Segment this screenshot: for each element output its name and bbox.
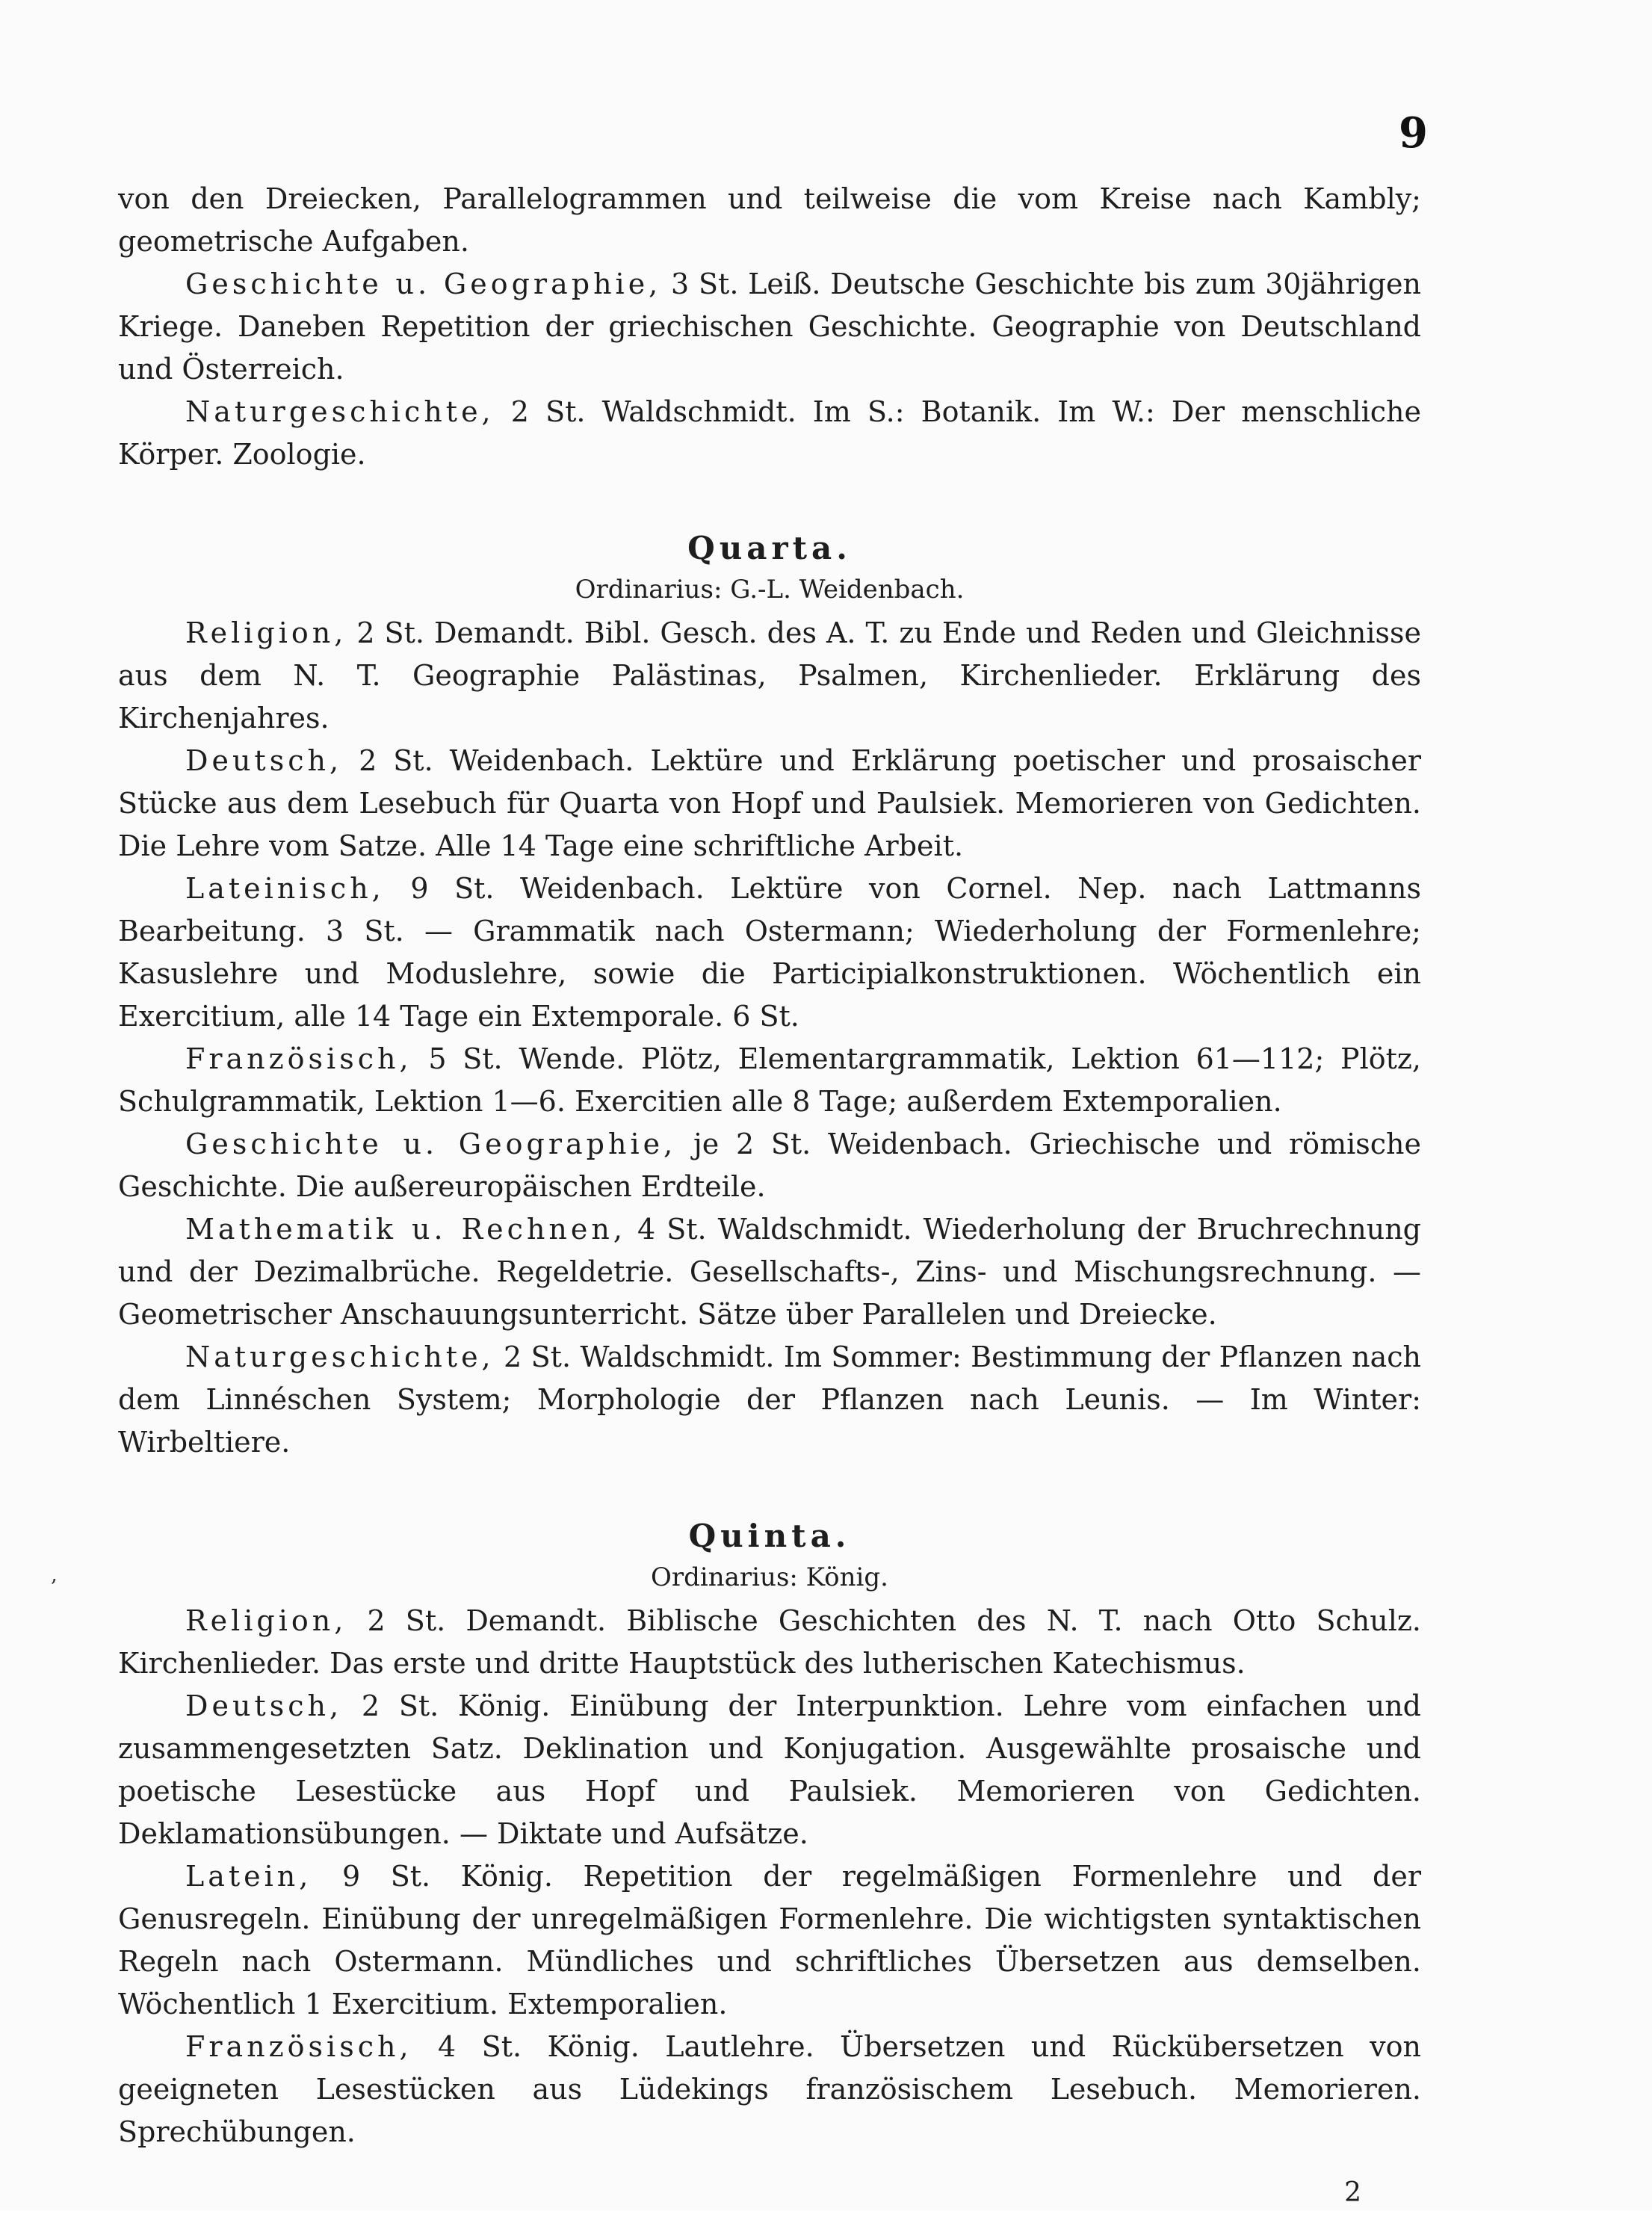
subject-label: Mathematik u. Rechnen, xyxy=(185,1213,626,1246)
section-title-quinta: Quinta. xyxy=(688,1518,851,1554)
paragraph-quarta-lateinisch xyxy=(118,868,1421,1038)
page-content xyxy=(118,178,1421,2214)
paragraph-quarta-religion xyxy=(118,612,1421,740)
subject-label: Naturgeschichte, xyxy=(185,395,495,428)
page-number: 9 xyxy=(1399,108,1428,158)
ordinarius-quinta: Ordinarius: König. xyxy=(651,1562,888,1592)
ordinarius-quarta: Ordinarius: G.-L. Weidenbach. xyxy=(575,575,965,604)
paragraph-quarta-franzoesisch xyxy=(118,1038,1421,1123)
subject-label: Geschichte u. Geographie, xyxy=(185,268,662,300)
paragraph-text: 9 St. Weidenbach. Lektüre von Cornel. Nep. nach Lattmanns Bearbeitung. 3 St. — Grammatik nach Ostermann; Wiederholung der Formenlehre; Kasuslehre und Moduslehre, sowie die Participialkonstruktionen. Wöchentlich ein Exercitium, alle 14 Tage ein Extemporale. 6 St. xyxy=(118,872,1421,1033)
paragraph-quinta-latein xyxy=(118,1855,1421,2026)
subject-label: Französisch, xyxy=(185,1042,412,1075)
paragraph-text: 4 St. König. Lautlehre. Übersetzen und Rückübersetzen von geeigneten Lesestücken aus Lüdekings französischem Lesebuch. Memorieren. Sprechübungen. xyxy=(118,2030,1421,2148)
paragraph-quinta-religion xyxy=(118,1600,1421,1685)
subject-label: Lateinisch, xyxy=(185,872,385,905)
folio-signature: 2 xyxy=(1344,2177,1361,2208)
paragraph-text: 2 St. Demandt. Bibl. Gesch. des A. T. zu Ende und Reden und Gleichnisse aus dem N. T. Geographie Palästinas, Psalmen, Kirchenlieder. Erklärung des Kirchenjahres. xyxy=(118,616,1421,735)
paragraph-quarta-geschichte xyxy=(118,1123,1421,1208)
paragraph-text: 2 St. Waldschmidt. Im S.: Botanik. Im W.: Der menschliche Körper. Zoologie. xyxy=(118,395,1421,471)
paragraph-quarta-deutsch xyxy=(118,740,1421,868)
paragraph-quarta-mathematik xyxy=(118,1208,1421,1336)
margin-mark: , xyxy=(51,1562,58,1586)
subject-label: Naturgeschichte, xyxy=(185,1341,495,1373)
paragraph-continued: von den Dreiecken, Parallelogrammen und teilweise die vom Kreise nach Kambly; geometrische Aufgaben. xyxy=(118,182,1421,258)
paragraph-text: 4 St. Waldschmidt. Wiederholung der Bruchrechnung und der Dezimalbrüche. Regeldetrie. Gesellschafts-, Zins- und Mischungsrechnung. — Geometrischer Anschauungsunterricht. Sätze über Parallelen und Dreiecke. xyxy=(118,1213,1421,1331)
paragraph-geschichte xyxy=(118,263,1421,391)
subject-label: Religion, xyxy=(185,616,347,649)
subject-label: Französisch, xyxy=(185,2030,412,2063)
paragraph-text: 2 St. Weidenbach. Lektüre und Erklärung poetischer und prosaischer Stücke aus dem Lesebuch für Quarta von Hopf und Paulsiek. Memorieren von Gedichten. Die Lehre vom Satze. Alle 14 Tage eine schriftliche Arbeit. xyxy=(118,744,1421,862)
subject-label: Deutsch, xyxy=(185,1689,343,1722)
paragraph-text: 3 St. Leiß. Deutsche Geschichte bis zum 30jährigen Kriege. Daneben Repetition der griechischen Geschichte. Geographie von Deutschland und Österreich. xyxy=(118,268,1422,386)
paragraph-text: je 2 St. Weidenbach. Griechische und römische Geschichte. Die außereuropäischen Erdteile. xyxy=(118,1128,1421,1203)
subject-label: Geschichte u. Geographie, xyxy=(185,1128,677,1160)
paragraph-text: 9 St. König. Repetition der regelmäßigen Formenlehre und der Genusregeln. Einübung der unregelmäßigen Formenlehre. Die wichtigsten syntaktischen Regeln nach Ostermann. Mündliches und schriftliches Übersetzen aus demselben. Wöchentlich 1 Exercitium. Extemporalien. xyxy=(118,1860,1421,2020)
section-title-quarta: Quarta. xyxy=(687,530,852,566)
subject-label: Latein, xyxy=(185,1860,312,1893)
paragraph-quinta-deutsch xyxy=(118,1685,1421,1855)
subject-label: Deutsch, xyxy=(185,744,343,777)
subject-label: Religion, xyxy=(185,1604,347,1637)
paragraph-text: 5 St. Wende. Plötz, Elementargrammatik, Lektion 61—112; Plötz, Schulgrammatik, Lektion 1—6. Exercitien alle 8 Tage; außerdem Extemporalien. xyxy=(118,1042,1421,1118)
paragraph-quarta-naturgeschichte xyxy=(118,1336,1421,1464)
paragraph-quinta-franzoesisch xyxy=(118,2026,1421,2153)
paragraph-text: 2 St. Demandt. Biblische Geschichten des N. T. nach Otto Schulz. Kirchenlieder. Das erste und dritte Hauptstück des lutherischen Katechismus. xyxy=(118,1604,1421,1680)
paragraph-text: 2 St. König. Einübung der Interpunktion. Lehre vom einfachen und zusammengesetzten Satz. Deklination und Konjugation. Ausgewählte prosaische und poetische Lesestücke aus Hopf und Paulsiek. Memorieren von Gedichten. Deklamationsübungen. — Diktate und Aufsätze. xyxy=(118,1689,1421,1850)
paragraph-text: 2 St. Waldschmidt. Im Sommer: Bestimmung der Pflanzen nach dem Linnéschen System; Morphologie der Pflanzen nach Leunis. — Im Winter: Wirbeltiere. xyxy=(118,1341,1421,1459)
paragraph-naturgeschichte xyxy=(118,391,1421,476)
